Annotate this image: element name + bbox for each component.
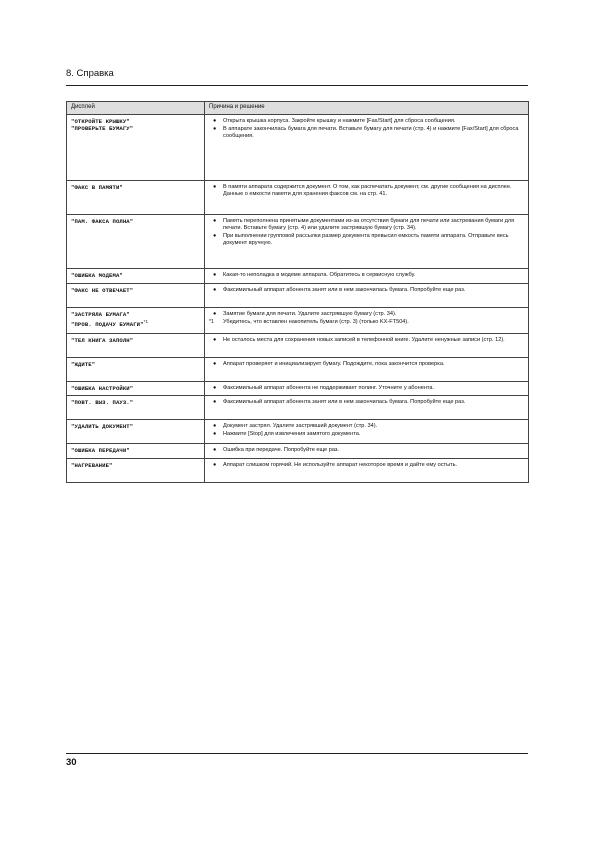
solution-text: Открыта крышка корпуса. Закройте крышку и нажмите [Fax/Start] для сброса сообщения. [223,118,456,124]
display-message-cell [67,420,205,444]
display-message-cell [67,307,205,333]
solution-item [209,337,524,344]
display-message-text: "ОШИБКА МОДЕМА" [71,272,123,279]
solution-text: Память переполнена принятыми документами из-за отсутствия бумаги для печати или застревания бумаги для печати. Вставьте бумагу (стр. 4) или удалите застрявшую бумагу (стр. 34). [223,218,515,232]
bullet-icon: ● [213,218,217,224]
solution-item [209,447,524,454]
solution-item [209,361,524,368]
cause-solution-cell [205,444,529,459]
header-display: Дисплей [67,102,205,115]
bullet-icon: ● [213,125,217,132]
solution-item [209,184,524,198]
solution-item [209,385,524,392]
header-cause-solution: Причина и решение [205,102,529,115]
bullet-icon: ● [213,272,217,278]
display-message-text: "ЗАСТРЯЛА БУМАГА" [71,310,130,318]
solution-text: Не осталось места для сохранения новых записей в телефонной книге. Удалите ненужные записи (стр. 12). [223,336,505,343]
solution-item [209,431,524,438]
solution-list [209,447,524,454]
solution-list [209,118,524,140]
display-message [71,287,200,294]
display-message [71,423,200,430]
bullet-icon: ● [213,399,217,406]
table-row [67,444,529,459]
display-message-text: "ОШИБКА ПЕРЕДАЧИ" [71,447,130,455]
display-message-text: "ПАМ. ФАКСА ПОЛНА" [71,218,134,225]
table-row [67,396,529,420]
solution-text: Замятие бумаги для печати. Удалите застрявшую бумагу (стр. 34). [223,310,397,317]
footnote-text: Убедитесь, что вставлен накопитель бумаги (стр. 3) (только KX-FT504). [223,318,409,325]
solution-item [209,399,524,406]
display-message-text: "ЖДИТЕ" [71,360,96,368]
display-message-cell [67,396,205,420]
table-row [67,269,529,284]
solution-text: Факсимильный аппарат абонента занят или в нем закончилась бумага. Попробуйте еще раз. [223,286,466,293]
bullet-icon: ● [213,232,217,239]
bullet-icon: ● [213,423,217,430]
bullet-icon: ● [213,447,217,454]
solution-text: В аппарате закончилась бумага для печати. Вставьте бумагу для печати (стр. 4) и нажмите [Fax/Start] для сброса сообщения. [223,125,519,139]
solution-list [209,385,524,392]
solution-text: Нажмите [Stop] для извлечения замятого документа. [223,430,361,437]
solution-text: Документ застрял. Удалите застрявший документ (стр. 34). [223,423,378,430]
cause-solution-cell [205,357,529,381]
display-message-text: "НАГРЕВАНИЕ" [71,461,113,469]
footnote-marker: *1 [209,318,214,325]
solution-item [209,287,524,294]
solution-item [209,118,524,125]
bullet-icon: ● [213,118,217,124]
display-message [71,218,200,225]
footnote [209,319,524,326]
display-message [71,184,200,191]
bullet-icon: ● [213,310,217,317]
bullet-icon: ● [213,184,217,190]
cause-solution-cell [205,283,529,307]
bullet-icon: ● [213,360,217,367]
solution-item [209,126,524,140]
display-message-text: "УДАЛИТЬ ДОКУМЕНТ" [71,423,134,431]
page-number: 30 [66,757,77,768]
bullet-icon: ● [213,286,217,293]
table-row [67,115,529,181]
display-message [71,361,200,368]
solution-text: Какая-то неполадка в модеме аппарата. Обратитесь в сервисную службу. [223,272,416,278]
display-message-text: "ТЕЛ КНИГА ЗАПОЛН" [71,336,134,344]
solution-item [209,218,524,232]
display-message [71,125,200,132]
bullet-icon: ● [213,430,217,437]
solution-list [209,218,524,247]
display-message-cell [67,215,205,269]
solution-list [209,337,524,344]
solution-list [209,399,524,406]
display-message [71,272,200,279]
display-message [71,337,200,344]
solution-list [209,423,524,438]
cause-solution-cell [205,420,529,444]
display-message-cell [67,458,205,482]
table-row [67,307,529,333]
display-message-cell [67,333,205,357]
table-row [67,458,529,482]
solution-list [209,361,524,368]
solution-text: Факсимильный аппарат абонента не поддерживает полинг. Уточните у абонента. [223,384,435,391]
display-message-cell [67,283,205,307]
cause-solution-cell [205,307,529,333]
display-message-cell [67,115,205,181]
solution-text: Аппарат слишком горячий. Не используйте аппарат некоторое время и дайте ему остыть. [223,461,458,468]
solution-list [209,272,524,279]
display-message-text: "ПОВТ. ВЫЗ. ПАУЗ." [71,399,134,407]
solution-item [209,233,524,247]
cause-solution-cell [205,458,529,482]
bullet-icon: ● [213,336,217,343]
table-row [67,215,529,269]
display-message-cell [67,181,205,215]
display-message-text: "ПРОВЕРЬТЕ БУМАГУ" [71,125,134,133]
cause-solution-cell [205,181,529,215]
solution-list [209,462,524,469]
display-message-text: "ФАКС В ПАМЯТИ" [71,184,123,191]
solution-item [209,311,524,318]
display-message-text: "ПРОВ. ПОДАЧУ БУМАГИ" [71,320,144,328]
display-message [71,311,200,318]
title-rule [66,85,528,86]
solution-text: В памяти аппарата содержится документ. О том, как распечатать документ, см. другие сообщения на дисплее. Данные о емкости памяти для хранения факсов см. на стр. 41. [223,184,512,198]
section-title: 8. Справка [66,68,114,79]
display-message [71,385,200,392]
cause-solution-cell [205,215,529,269]
solution-text: При выполнении групповой рассылки размер документа превысил емкость памяти аппарата. Отправьте весь документ вручную. [223,232,509,246]
table-row [67,283,529,307]
display-message-cell [67,357,205,381]
cause-solution-cell [205,115,529,181]
solution-text: Факсимильный аппарат абонента занят или в нем закончилась бумага. Попробуйте еще раз. [223,399,466,406]
footer-rule [66,753,528,754]
table-row [67,181,529,215]
table-row [67,357,529,381]
display-message [71,399,200,406]
solution-text: Ошибка при передаче. Попробуйте еще раз. [223,447,339,454]
cause-solution-cell [205,396,529,420]
solution-item [209,462,524,469]
table-header-row [67,102,529,115]
display-message [71,447,200,454]
troubleshooting-table [66,101,529,483]
display-message-cell [67,444,205,459]
display-message [71,462,200,469]
table-row [67,381,529,396]
display-message-text: "ОТКРОЙТЕ КРЫШКУ" [71,118,130,125]
bullet-icon: ● [213,384,217,391]
table-row [67,420,529,444]
table-row [67,333,529,357]
display-message-text: "ФАКС НЕ ОТВЕЧАЕТ" [71,286,134,294]
display-message-cell [67,269,205,284]
solution-list [209,311,524,318]
solution-item [209,272,524,279]
display-message-cell [67,381,205,396]
solution-item [209,423,524,430]
cause-solution-cell [205,269,529,284]
solution-text: Аппарат проверяет и инициализирует бумагу. Подождите, пока закончится проверка. [223,360,445,367]
solution-list [209,287,524,294]
display-message [71,118,200,125]
solution-list [209,184,524,198]
cause-solution-cell [205,381,529,396]
bullet-icon: ● [213,461,217,468]
display-message-text: "ОШИБКА НАСТРОЙКИ" [71,384,134,392]
cause-solution-cell [205,333,529,357]
display-message [71,318,200,328]
footnote-marker: *1 [143,318,149,324]
